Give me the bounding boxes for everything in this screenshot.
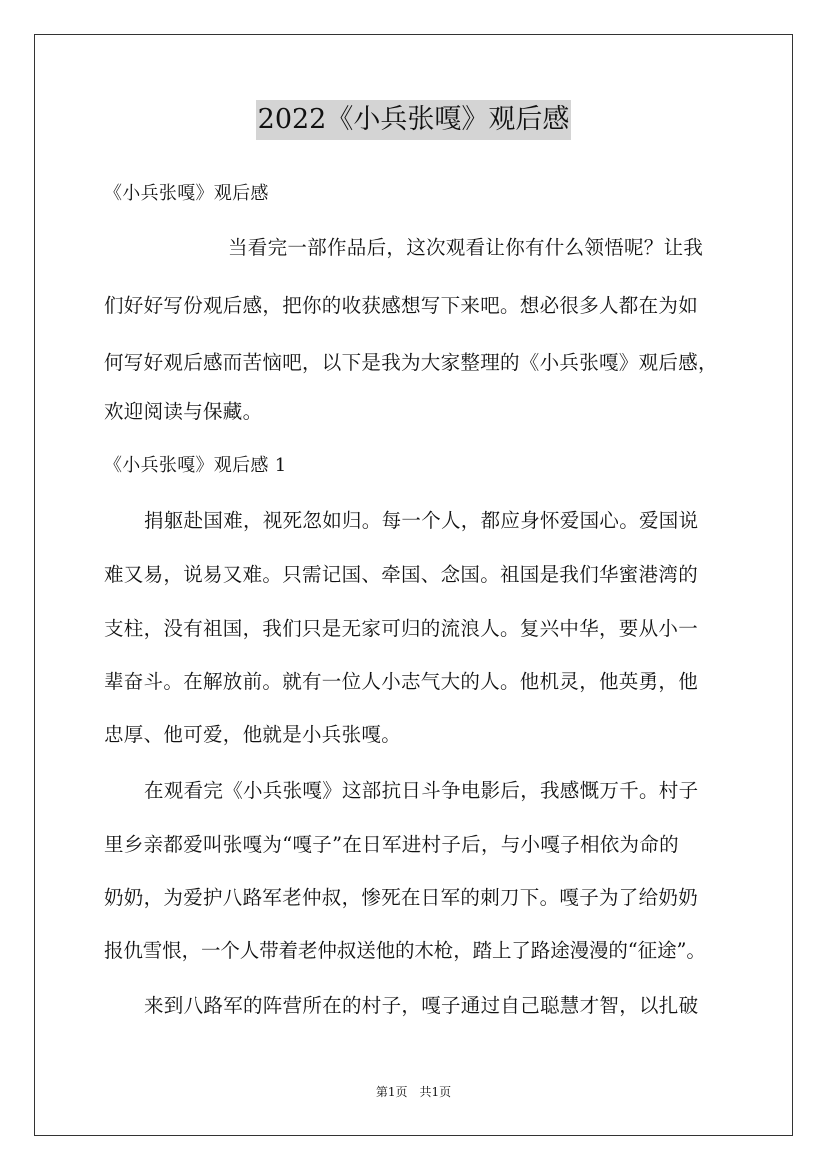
document-title-text: 2022《小兵张嘎》观后感 [256, 100, 572, 140]
paragraph-line: 支柱，没有祖国，我们只是无家可归的流浪人。复兴中华，要从小一 [104, 617, 699, 640]
paragraph-line: 们好好写份观后感，把你的收获感想写下来吧。想必很多人都在为如 [104, 294, 699, 317]
paragraph-line: 来到八路军的阵营所在的村子，嘎子通过自己聪慧才智，以扎破 [144, 994, 699, 1017]
section-heading: 《小兵张嘎》观后感 1 [104, 455, 287, 476]
paragraph-line: 何写好观后感而苦恼吧，以下是我为大家整理的《小兵张嘎》观后感， [104, 351, 718, 374]
paragraph-line: 辈奋斗。在解放前。就有一位人小志气大的人。他机灵，他英勇，他 [104, 670, 699, 693]
section-heading: 《小兵张嘎》观后感 [104, 183, 269, 204]
paragraph-line: 当看完一部作品后，这次观看让你有什么领悟呢？让我 [228, 236, 704, 259]
paragraph-line: 难又易，说易又难。只需记国、牵国、念国。祖国是我们华蜜港湾的 [104, 563, 699, 586]
paragraph-line: 捐躯赴国难，视死忽如归。每一个人，都应身怀爱国心。爱国说 [144, 509, 699, 532]
page-footer: 第1页 共1页 [375, 1085, 452, 1099]
paragraph-line: 欢迎阅读与保藏。 [104, 400, 263, 423]
paragraph-line: 里乡亲都爱叫张嘎为“嘎子”在日军进村子后，与小嘎子相依为命的 [104, 833, 679, 856]
paragraph-line: 报仇雪恨，一个人带着老仲叔送他的木枪，踏上了路途漫漫的“征途”。 [104, 939, 706, 962]
paragraph-line: 奶奶，为爱护八路军老仲叔，惨死在日军的刺刀下。嘎子为了给奶奶 [104, 886, 699, 909]
paragraph-line: 忠厚、他可爱，他就是小兵张嘎。 [104, 723, 402, 746]
paragraph-line: 在观看完《小兵张嘎》这部抗日斗争电影后，我感慨万千。村子 [144, 779, 699, 802]
document-title [0, 100, 827, 140]
